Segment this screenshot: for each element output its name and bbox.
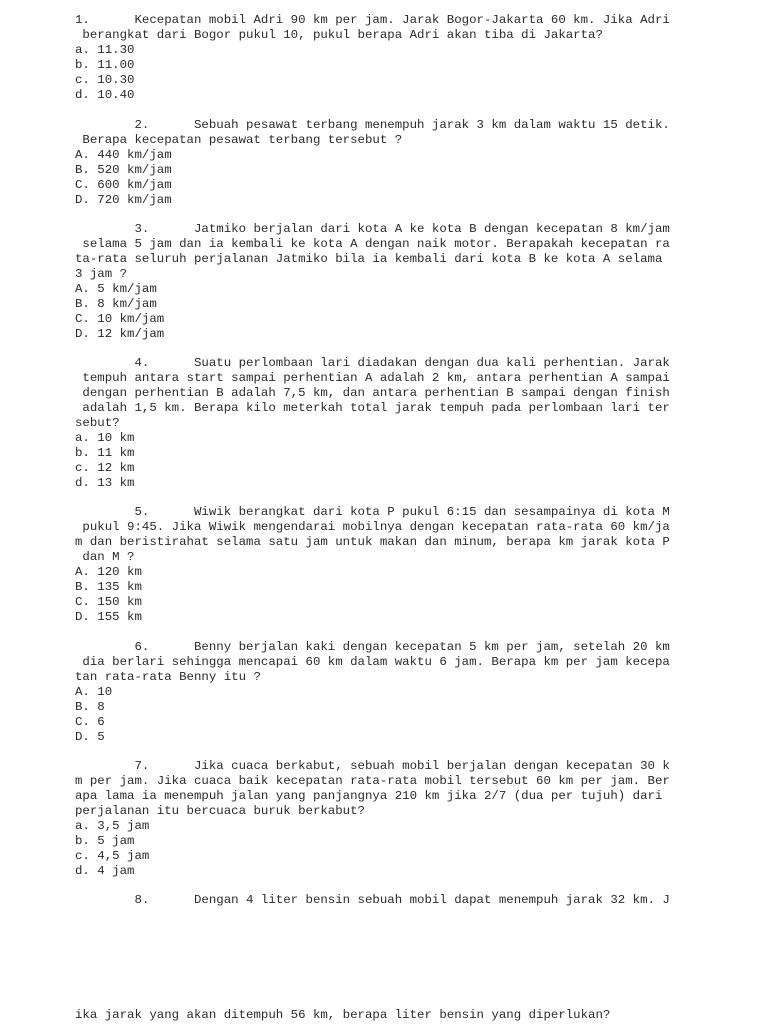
text-line: d. 13 km [75,476,135,490]
text-line: a. 10 km [75,431,135,445]
text-line: d. 10.40 [75,88,135,102]
text-line: C. 150 km [75,595,142,609]
text-line: D. 720 km/jam [75,193,172,207]
text-line: berangkat dari Bogor pukul 10, pukul berapa Adri akan tiba di Jakarta? [75,28,603,42]
text-line: selama 5 jam dan ia kembali ke kota A dengan naik motor. Berapakah kecepatan ra [75,237,670,251]
text-line: A. 440 km/jam [75,148,172,162]
text-line: 3 jam ? [75,267,128,281]
text-line: A. 120 km [75,565,142,579]
text-line: a. 3,5 jam [75,819,150,833]
text-line: dan M ? [75,550,135,564]
text-line: apa lama ia menempuh jalan yang panjangnya 210 km jika 2/7 (dua per tujuh) dari [75,789,663,803]
text-line: sebut? [75,416,120,430]
text-line: pukul 9:45. Jika Wiwik mengendarai mobilnya dengan kecepatan rata-rata 60 km/ja [75,520,670,534]
text-line: c. 10.30 [75,73,135,87]
text-line: D. 5 [75,730,105,744]
text-line: tan rata-rata Benny itu ? [75,670,261,684]
text-line: 7. Jika cuaca berkabut, sebuah mobil berjalan dengan kecepatan 30 k [75,759,670,773]
text-line: m dan beristirahat selama satu jam untuk makan dan minum, berapa km jarak kota P [75,535,670,549]
text-line: b. 11.00 [75,58,135,72]
text-line: B. 8 [75,700,105,714]
text-line: dia berlari sehingga mencapai 60 km dalam waktu 6 jam. Berapa km per jam kecepa [75,655,670,669]
text-line: c. 4,5 jam [75,849,150,863]
text-line: B. 135 km [75,580,142,594]
text-line: D. 12 km/jam [75,327,165,341]
text-line: C. 6 [75,715,105,729]
text-line: ika jarak yang akan ditempuh 56 km, berapa liter bensin yang diperlukan? [75,1008,611,1022]
text-line: a. 11.30 [75,43,135,57]
text-line: ta-rata seluruh perjalanan Jatmiko bila ia kembali dari kota B ke kota A selama [75,252,663,266]
text-line: 2. Sebuah pesawat terbang menempuh jarak 3 km dalam waktu 15 detik. [75,118,670,132]
text-line: 5. Wiwik berangkat dari kota P pukul 6:15 dan sesampainya di kota M [75,505,670,519]
text-line: Berapa kecepatan pesawat terbang tersebut ? [75,133,403,147]
text-line: m per jam. Jika cuaca baik kecepatan rata-rata mobil tersebut 60 km per jam. Ber [75,774,670,788]
text-line: C. 10 km/jam [75,312,165,326]
text-line: perjalanan itu bercuaca buruk berkabut? [75,804,365,818]
text-line: b. 5 jam [75,834,135,848]
text-line: 6. Benny berjalan kaki dengan kecepatan 5 km per jam, setelah 20 km [75,640,670,654]
text-line: B. 8 km/jam [75,297,157,311]
text-line: c. 12 km [75,461,135,475]
text-line: A. 10 [75,685,113,699]
text-line: d. 4 jam [75,864,135,878]
text-line: b. 11 km [75,446,135,460]
text-line: tempuh antara start sampai perhentian A adalah 2 km, antara perhentian A sampai [75,371,670,385]
text-line: D. 155 km [75,610,142,624]
text-line: 1. Kecepatan mobil Adri 90 km per jam. Jarak Bogor-Jakarta 60 km. Jika Adri [75,13,670,27]
text-line: B. 520 km/jam [75,163,172,177]
text-line: 8. Dengan 4 liter bensin sebuah mobil dapat menempuh jarak 32 km. J [75,893,670,907]
text-line: 3. Jatmiko berjalan dari kota A ke kota B dengan kecepatan 8 km/jam [75,222,670,236]
text-line: 4. Suatu perlombaan lari diadakan dengan dua kali perhentian. Jarak [75,356,670,370]
text-line: adalah 1,5 km. Berapa kilo meterkah total jarak tempuh pada perlombaan lari ter [75,401,670,415]
text-line: A. 5 km/jam [75,282,157,296]
text-line: dengan perhentian B adalah 7,5 km, dan antara perhentian B sampai dengan finish [75,386,670,400]
text-line: C. 600 km/jam [75,178,172,192]
